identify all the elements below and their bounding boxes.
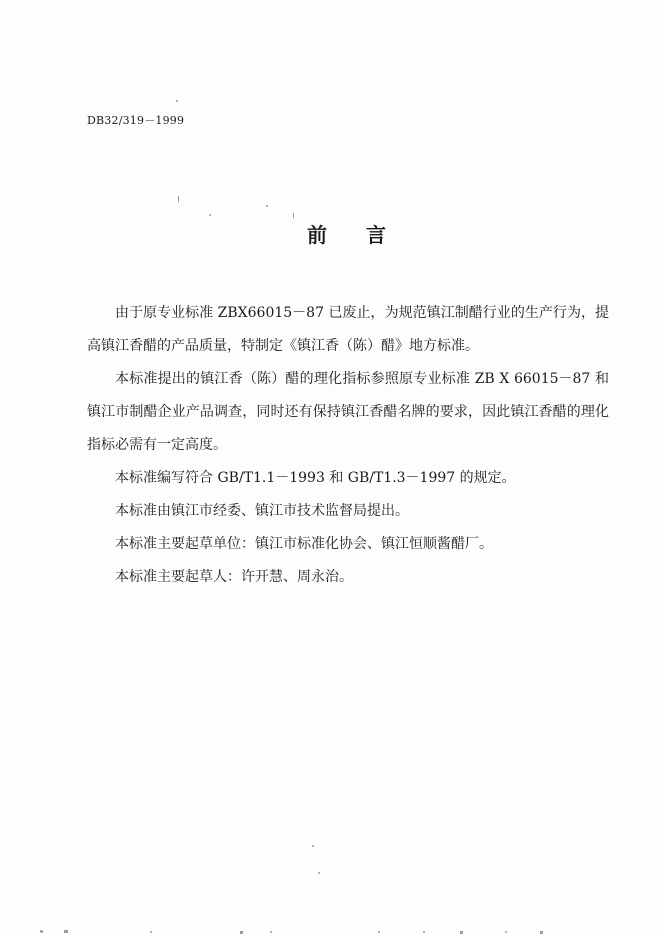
scan-speck	[266, 205, 268, 207]
scan-speck	[460, 931, 463, 934]
scan-speck	[176, 100, 178, 102]
scan-speck	[240, 931, 243, 934]
title-char-2: 言	[366, 223, 390, 247]
scan-speck	[64, 930, 68, 933]
paragraph-5: 本标准主要起草单位：镇江市标准化协会、镇江恒顺酱醋厂。	[115, 536, 493, 552]
scan-speck	[540, 931, 543, 934]
document-code: DB32/319－1999	[87, 114, 185, 127]
paragraph-2: 本标准提出的镇江香（陈）醋的理化指标参照原专业标准 ZB X 66015－87 和镇江市制醋企业产品调查，同时还有保持镇江香醋名牌的要求，因此镇江香醋的理化指标必需有一定高度。	[87, 371, 609, 453]
scan-speck	[150, 931, 152, 933]
scan-speck	[423, 931, 425, 933]
scan-speck	[312, 845, 314, 847]
page-title	[0, 219, 662, 248]
title-char-1: 前	[307, 223, 331, 247]
scan-speck	[270, 931, 272, 933]
scan-speck	[40, 930, 43, 933]
paragraph-4: 本标准由镇江市经委、镇江市技术监督局提出。	[115, 503, 409, 519]
scan-speck	[318, 872, 320, 874]
paragraph-3: 本标准编写符合 GB/T1.1－1993 和 GB/T1.3－1997 的规定。	[115, 470, 516, 486]
scan-edge-marks	[0, 928, 662, 936]
scan-speck	[209, 214, 211, 216]
scan-speck	[293, 213, 294, 218]
scan-speck	[505, 931, 507, 933]
paragraph-1: 由于原专业标准 ZBX66015－87 已废止，为规范镇江制醋行业的生产行为，提高镇江香醋的产品质量，特制定《镇江香（陈）醋》地方标准。	[87, 305, 609, 354]
foreword-body	[87, 297, 609, 594]
paragraph-6: 本标准主要起草人：许开慧、周永治。	[115, 569, 353, 585]
scan-speck	[178, 196, 179, 202]
scan-speck	[378, 931, 380, 933]
